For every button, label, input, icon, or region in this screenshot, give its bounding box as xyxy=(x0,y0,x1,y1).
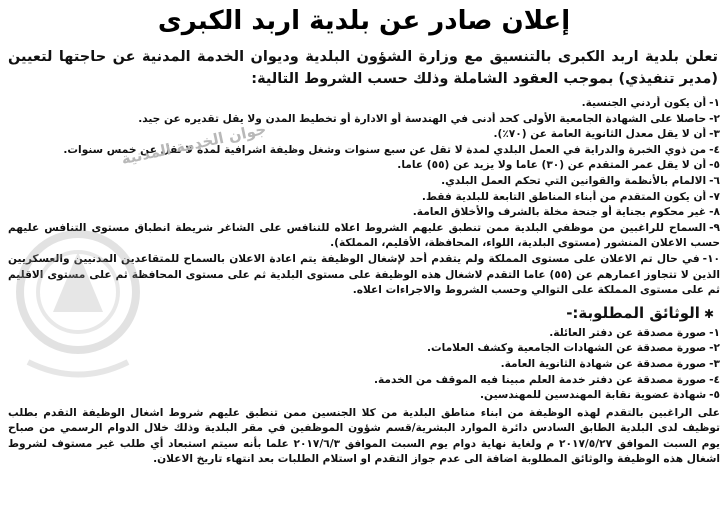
documents-list xyxy=(8,326,720,404)
documents-heading: ✱الوثائق المطلوبة:- xyxy=(566,303,714,322)
condition-item: ٣-أن لا يقل معدل الثانوية العامة عن (٧٠٪). xyxy=(493,128,720,141)
condition-item: ١-أن يكون أردني الجنسية. xyxy=(581,97,720,109)
condition-item: ٤-من ذوي الخبرة والدراية في العمل البلدي لمدة لا تقل عن سبع سنوات وشغل وظيفة اشرافية لمدة لا تقل عن خمس سنوات. xyxy=(63,143,720,156)
watermark-text: جوان الخدمة المدنية xyxy=(119,119,268,169)
intro-paragraph: تعلن بلدية اربد الكبرى بالتنسيق مع وزارة الشؤون البلدية وديوان الخدمة المدنية عن حاجتها لتعيين (مدير تنفيذي) بموجب العقود الشاملة وذلك حسب الشروط التالية: xyxy=(8,49,718,87)
document-item: ٤-صورة مصدقة عن دفتر خدمة العلم مبينا فيه الموقف من الخدمة. xyxy=(373,373,720,386)
conditions-list xyxy=(8,96,720,299)
condition-item: ٥-أن لا يقل عمر المتقدم عن (٣٠) عاما ولا يزيد عن (٥٥) عاما. xyxy=(397,159,720,172)
document-item: ٢-صورة مصدقة عن الشهادات الجامعية وكشف العلامات. xyxy=(426,342,720,355)
condition-item: ٩-السماح للراغبين من موظفي البلدية ممن تنطبق عليهم الشروط اعلاه للتنافس على الشاغر شريطة انطباق مستوى التنافس عليهم حسب الاعلان المنشور (مستوى البلدية، اللواء، المحافظة، الأقليم، المملكة). xyxy=(8,221,720,250)
condition-item: ٨-غير محكوم بجناية أو جنحة مخلة بالشرف والأخلاق العامة. xyxy=(412,206,720,219)
condition-item: ٢-حاصلا على الشهادة الجامعية الأولى كحد أدنى في الهندسة أو الادارة أو تخطيط المدن ولا يقل تقديره عن جيد. xyxy=(138,112,720,125)
condition-item: ٦-الالمام بالأنظمة والقوانين التي تحكم العمل البلدي. xyxy=(441,174,720,187)
star-bullet-icon: ✱ xyxy=(703,306,714,321)
condition-item: ١٠-في حال تم الاعلان على مستوى المملكة ولم يتقدم أحد لإشغال الوظيفة يتم اعادة الاعلان بالسماح للمتقاعدين المدنيين والعسكريين الذين لا تتجاوز اعمارهم عن (٥٥) عاما التقدم لاشغال هذه الوظيفة على مستوى البلدية ثم على مستوى المحافظة ثم على مستوى الاقليم ثم على مستوى المملكة على التوالي وحسب الشروط والاجراءات اعلاه. xyxy=(8,252,720,297)
closing-paragraph: على الراغبين بالتقدم لهذه الوظيفة من ابناء مناطق البلدية من كلا الجنسين ممن تنطبق عليهم شروط اشغال الوظيفة التقدم بطلب توظيف لدى البلدية الطابق السادس دائرة الموارد البشرية/قسم شؤون الموظفين في مقر البلدية وذلك خلال الدوام الرسمي من صباح يوم السبت الموافق ٢٠١٧/٥/٢٧ م ولغاية نهاية دوام يوم السبت الموافق ٢٠١٧/٦/٣ علما بأنه سيتم استبعاد أي طلب غير مستوف لشروط اشغال هذه الوظيفة والوثائق المطلوبة اضافة الى عدم جواز التقدم او استلام الطلبات بعد انتهاء تاريخ الاعلان. xyxy=(8,406,720,466)
condition-item: ٧-أن يكون المتقدم من أبناء المناطق التابعة للبلدية فقط. xyxy=(421,190,720,203)
document-item: ١-صورة مصدقة عن دفتر العائلة. xyxy=(549,326,720,339)
document-item: ٥-شهادة عضوية نقابة المهندسين للمهندسين. xyxy=(480,389,720,402)
announcement-title: إعلان صادر عن بلدية اربد الكبرى xyxy=(157,6,571,36)
document-item: ٣-صورة مصدقة عن شهادة الثانوية العامة. xyxy=(500,357,720,370)
